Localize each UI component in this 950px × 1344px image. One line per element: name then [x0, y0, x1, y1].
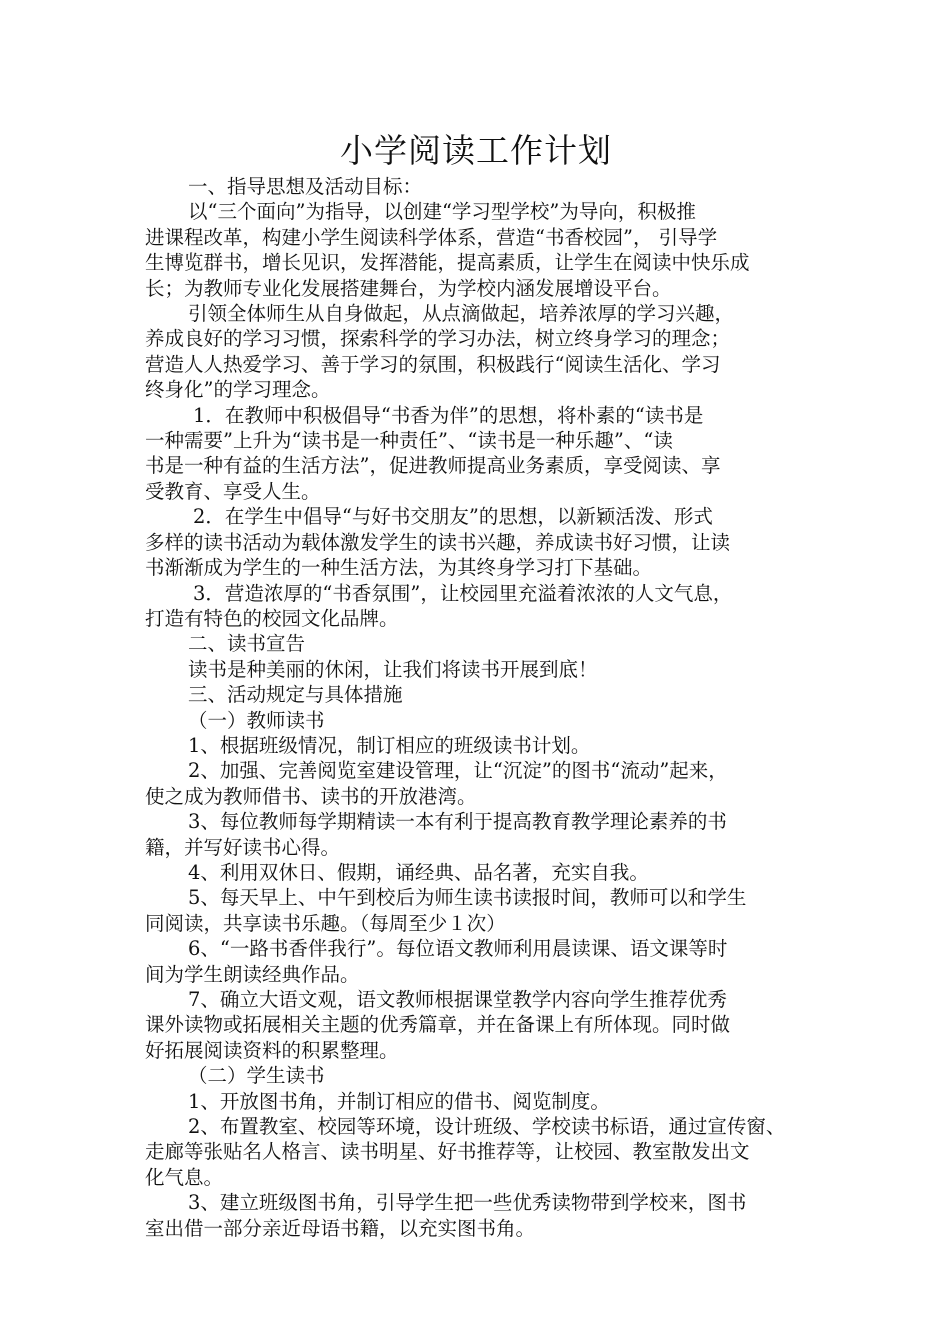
list-item: 4、利用双休日、假期，诵经典、品名著，充实自我。 — [188, 860, 649, 884]
section-heading: 二、读书宣告 — [188, 632, 306, 656]
paragraph-line: 同阅读，共享读书乐趣。（每周至少１次） — [145, 911, 506, 935]
paragraph-line: 走廊等张贴名人格言、读书明星、好书推荐等，让校园、教室散发出文 — [145, 1140, 750, 1164]
paragraph-line: 课外读物或拓展相关主题的优秀篇章，并在备课上有所体现。同时做 — [145, 1013, 731, 1037]
paragraph-line: 长；为教师专业化发展搭建舞台，为学校内涵发展增设平台。 — [145, 276, 672, 300]
paragraph-line: 3．营造浓厚的“书香氛围”，让校园里充溢着浓浓的人文气息， — [193, 581, 733, 605]
paragraph-line: 养成良好的学习习惯，探索科学的学习办法，树立终身学习的理念； — [145, 327, 731, 351]
list-item: 1、根据班级情况，制订相应的班级读书计划。 — [188, 733, 591, 757]
paragraph-line: 一种需要”上升为“读书是一种责任”、“读书是一种乐趣”、“读 — [145, 429, 673, 453]
section-heading: 三、活动规定与具体措施 — [188, 683, 403, 707]
paragraph-line: 进课程改革，构建小学生阅读科学体系，营造“书香校园”， 引导学 — [145, 225, 718, 249]
paragraph-line: 以“三个面向”为指导，以创建“学习型学校”为导向，积极推 — [188, 200, 696, 224]
paragraph-line: 籍，并写好读书心得。 — [145, 835, 341, 859]
paragraph-line: 受教育、享受人生。 — [145, 479, 321, 503]
document-title: 小学阅读工作计划 — [340, 131, 612, 170]
paragraph-line: 多样的读书活动为载体激发学生的读书兴趣，养成读书好习惯，让读 — [145, 530, 731, 554]
paragraph-line: 读书是种美丽的休闲，让我们将读书开展到底！ — [188, 657, 598, 681]
paragraph-line: 生博览群书，增长见识，发挥潜能，提高素质，让学生在阅读中快乐成 — [145, 251, 750, 275]
subsection-heading: （一）教师读书 — [188, 708, 325, 732]
list-item: 3、每位教师每学期精读一本有利于提高教育教学理论素养的书 — [188, 810, 727, 834]
paragraph-line: 1．在教师中积极倡导“书香为伴”的思想，将朴素的“读书是 — [193, 403, 704, 427]
document-body — [145, 128, 807, 1241]
subsection-heading: （二）学生读书 — [188, 1064, 325, 1088]
paragraph-line: 2．在学生中倡导“与好书交朋友”的思想，以新颖活泼、形式 — [193, 505, 713, 529]
paragraph-line: 打造有特色的校园文化品牌。 — [145, 606, 399, 630]
paragraph-line: 书渐渐成为学生的一种生活方法，为其终身学习打下基础。 — [145, 556, 653, 580]
paragraph-line: 引领全体师生从自身做起，从点滴做起，培养浓厚的学习兴趣， — [188, 302, 735, 326]
paragraph-line: 书是一种有益的生活方法”，促进教师提高业务素质，享受阅读、享 — [145, 454, 721, 478]
list-item: 3、建立班级图书角，引导学生把一些优秀读物带到学校来，图书 — [188, 1191, 747, 1215]
list-item: 6、“一路书香伴我行”。每位语文教师利用晨读课、语文课等时 — [188, 937, 728, 961]
paragraph-line: 室出借一部分亲近母语书籍，以充实图书角。 — [145, 1216, 536, 1240]
list-item: 2、加强、完善阅览室建设管理，让“沉淀”的图书“流动”起来， — [188, 759, 728, 783]
list-item: 2、布置教室、校园等环境，设计班级、学校读书标语，通过宣传窗、 — [188, 1115, 786, 1139]
paragraph-line: 终身化”的学习理念。 — [145, 378, 331, 402]
list-item: 1、开放图书角，并制订相应的借书、阅览制度。 — [188, 1089, 610, 1113]
list-item: 7、确立大语文观，语文教师根据课堂教学内容向学生推荐优秀 — [188, 988, 727, 1011]
paragraph-line: 化气息。 — [145, 1165, 224, 1189]
section-heading: 一、指导思想及活动目标： — [188, 175, 423, 198]
list-item: 5、每天早上、中午到校后为师生读书读报时间，教师可以和学生 — [188, 886, 747, 910]
paragraph-line: 间为学生朗读经典作品。 — [145, 962, 360, 986]
paragraph-line: 好拓展阅读资料的积累整理。 — [145, 1038, 399, 1062]
paragraph-line: 营造人人热爱学习、善于学习的氛围，积极践行“阅读生活化、学习 — [145, 352, 721, 376]
paragraph-line: 使之成为教师借书、读书的开放港湾。 — [145, 784, 477, 808]
